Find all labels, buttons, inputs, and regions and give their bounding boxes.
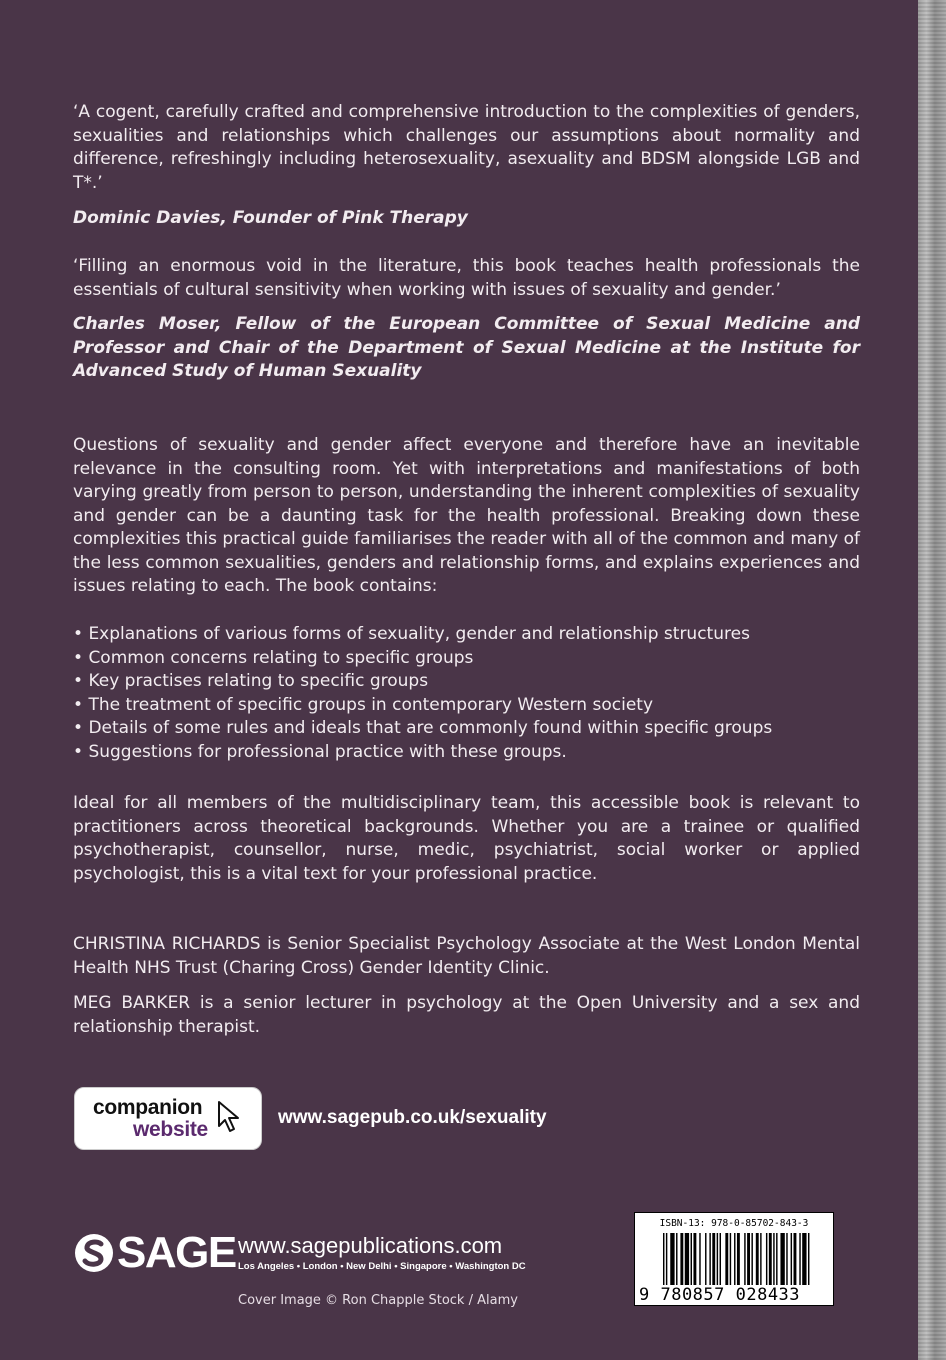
publisher-name: SAGE (117, 1228, 236, 1277)
audience (73, 792, 860, 886)
contents-list (73, 623, 860, 765)
companion-url[interactable]: www.sagepub.co.uk/sexuality (278, 1107, 547, 1128)
isbn-label: ISBN-13: 978-0-85702-843-3 (659, 1218, 809, 1229)
list-item: • The treatment of specific groups in contemporary Western society (73, 694, 860, 718)
list-item: • Details of some rules and ideals that are commonly found within specific groups (73, 717, 860, 741)
author-bio: MEG BARKER is a senior lecturer in psychology at the Open University and a sex and relationship therapist. (73, 993, 860, 1037)
companion-website-badge[interactable] (74, 1087, 262, 1150)
description (73, 434, 860, 599)
quote-2-text: ‘Filling an enormous void in the literature, this book teaches health professionals the essentials of cultural sensitivity when working with issues of sexuality and gender.’ (73, 256, 860, 300)
author-bios (73, 933, 860, 1039)
list-item: • Explanations of various forms of sexuality, gender and relationship structures (73, 623, 860, 647)
barcode-bars (663, 1233, 829, 1287)
list-item: • Common concerns relating to specific groups (73, 647, 860, 671)
list-item: • Suggestions for professional practice with these groups. (73, 741, 860, 765)
description-text: Questions of sexuality and gender affect everyone and therefore have an inevitable relevance in the consulting room. Yet with interpretations and manifestations of both varying greatly from person to person, understanding the inherent complexities of sexuality and gender can be a daunting task for the health professional. Breaking down these complexities this practical guide familiarises the reader with all of the common and many of the less common sexualities, genders and relationship forms, and explains experiences and issues relating to each. The book contains: (73, 435, 860, 596)
barcode (634, 1212, 834, 1306)
publisher-cities: Los Angeles • London • New Delhi • Singapore • Washington DC (238, 1261, 526, 1272)
cover-image-credit: Cover Image © Ron Chapple Stock / Alamy (238, 1293, 518, 1308)
quote-1-text: ‘A cogent, carefully crafted and comprehensive introduction to the complexities of genders, sexualities and relationships which challenges our assumptions about normality and difference, refreshingly including heterosexuality, asexuality and BDSM alongside LGB and T*.’ (73, 102, 860, 193)
companion-word: companion (93, 1096, 203, 1119)
publisher-url[interactable]: www.sagepublications.com (238, 1233, 503, 1258)
cover-edge-strip (918, 0, 946, 1360)
audience-text: Ideal for all members of the multidisciplinary team, this accessible book is relevant to practitioners across theoretical backgrounds. Whether you are a trainee or qualified psychotherapist, counsellor, nurse, medic, psychiatrist, social worker or applied psychologist, this is a vital text for your professional practice. (73, 793, 860, 884)
cursor-icon (217, 1100, 245, 1134)
quote-1 (73, 101, 860, 231)
list-item: • Key practises relating to specific groups (73, 670, 860, 694)
quote-2-attribution: Charles Moser, Fellow of the European Committee of Sexual Medicine and Professor and Chair of the Department of Sexual Medicine at the Institute for Advanced Study of Human Sexuality (73, 314, 860, 381)
sage-logo-icon (74, 1233, 114, 1273)
author-bio: CHRISTINA RICHARDS is Senior Specialist Psychology Associate at the West London Mental Health NHS Trust (Charing Cross) Gender Identity Clinic. (73, 934, 860, 978)
barcode-number: 9 780857 028433 (639, 1285, 801, 1305)
website-word: website (133, 1118, 208, 1141)
quote-2 (73, 255, 860, 384)
quote-1-attribution: Dominic Davies, Founder of Pink Therapy (73, 208, 468, 228)
